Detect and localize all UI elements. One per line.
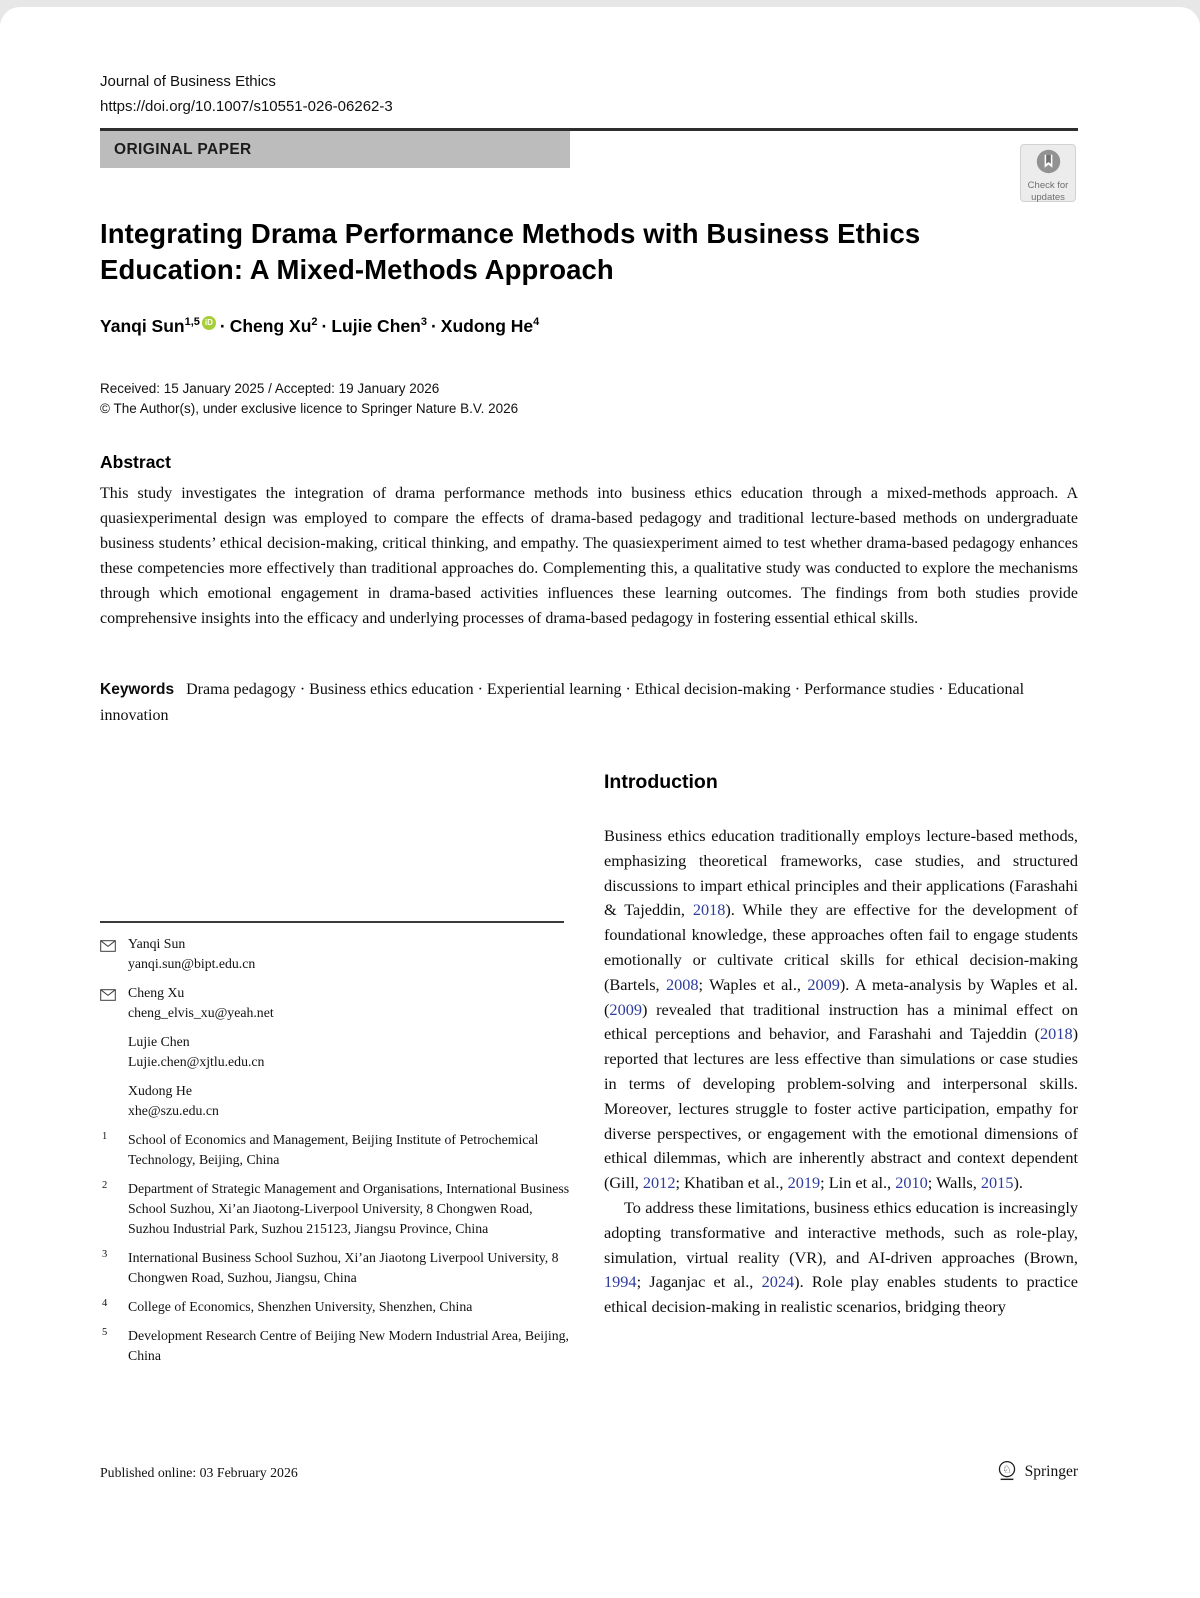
affiliation-entry [100, 1130, 570, 1170]
check-updates-label-1: Check for [1027, 180, 1069, 191]
paragraph-text: To address these limitations, business ethics education is increasingly adopting transformative and interactive methods, such as role-play, simulation, virtual reality (VR), and AI-driven approaches (Brown, [604, 1197, 1078, 1267]
author-name: Xudong He [440, 316, 534, 336]
paragraph-text: Business ethics education traditionally employs lecture-based methods, emphasizing theoretical frameworks, case studies, and structured discussions to impart ethical principles and their applications (Farashahi & Tajeddin, [604, 826, 1078, 920]
paragraph-text: ). A meta-analysis by Waples et al. ( [604, 974, 1078, 1019]
contact-name: Lujie Chen [128, 1034, 190, 1049]
author-affiliation-sup: 4 [533, 316, 540, 329]
contact-entry [100, 934, 564, 974]
citation-year-link[interactable]: 2018 [692, 900, 726, 920]
citation-year-link[interactable]: 2008 [665, 974, 699, 994]
article-type-banner: ORIGINAL PAPER [100, 131, 570, 168]
contact-entry [100, 1081, 564, 1121]
abstract-heading: Abstract [100, 452, 171, 472]
author-separator: · [321, 316, 328, 336]
orcid-icon[interactable]: iD [202, 316, 216, 330]
affiliation-entry [100, 1326, 570, 1366]
paragraph-text: ; Jaganjac et al., [636, 1272, 762, 1292]
paragraph-text: ). While they are effective for the development of foundational knowledge, these approaches often fail to engage students emotionally or cultivate critical skills for ethical decision-making (Bartels, [604, 900, 1078, 994]
paragraph-text: ; Lin et al., [820, 1173, 896, 1193]
body-paragraph [604, 1196, 1078, 1320]
citation-year-link[interactable]: 2019 [787, 1173, 821, 1193]
affiliation-number: 5 [102, 1327, 108, 1338]
check-for-updates-badge[interactable] [1020, 144, 1076, 202]
contact-entry [100, 1032, 564, 1072]
paragraph-text: ). [1013, 1173, 1023, 1193]
dates-block [100, 379, 518, 419]
affiliation-entry [100, 1179, 570, 1239]
doi-link[interactable]: https://doi.org/10.1007/s10551-026-06262-3 [100, 98, 393, 115]
check-updates-label-2: updates [1031, 191, 1065, 203]
affiliations-block [100, 1130, 570, 1375]
contact-email-link[interactable]: xhe@szu.edu.cn [128, 1103, 219, 1118]
author-separator: · [219, 316, 226, 336]
contact-email-link[interactable]: yanqi.sun@bipt.edu.cn [128, 956, 256, 971]
contact-name: Yanqi Sun [128, 936, 186, 951]
introduction-body [604, 824, 1078, 1320]
citation-year-link[interactable]: 2012 [642, 1173, 676, 1193]
citation-year-link[interactable]: 2024 [761, 1272, 795, 1292]
svg-text:♘: ♘ [1001, 1464, 1012, 1477]
citation-year-link[interactable]: 2010 [895, 1173, 928, 1193]
affiliation-entry [100, 1248, 570, 1288]
correspondence-block [100, 934, 564, 1130]
affiliation-text: College of Economics, Shenzhen University, Shenzhen, China [128, 1299, 473, 1314]
author-separator: · [430, 316, 437, 336]
received-accepted-line: Received: 15 January 2025 / Accepted: 19 January 2026 [100, 381, 440, 396]
publisher-name: Springer [1024, 1463, 1078, 1480]
keywords-text: Drama pedagogy · Business ethics education · Experiential learning · Ethical decision-making · Performance studies · Educational innovation [100, 681, 1025, 724]
affiliation-number: 4 [102, 1298, 108, 1309]
publisher-logo [978, 1460, 1078, 1486]
paragraph-text: ; Walls, [927, 1173, 981, 1193]
author-name: Lujie Chen [331, 316, 421, 336]
affiliation-number: 1 [102, 1131, 108, 1142]
keywords-block [100, 677, 1078, 729]
abstract-text: This study investigates the integration of drama performance methods into business ethics education through a mixed-methods approach. A quasiexperimental design was employed to compare the effects of drama-based pedagogy and traditional lecture-based methods on undergraduate business students’ ethical decision-making, critical thinking, and empathy. The quasiexperiment aimed to test whether drama-based pedagogy enhances these competencies more effectively than traditional approaches do. Complementing this, a qualitative study was conducted to explore the mechanisms through which emotional engagement in drama-based activities influences these learning outcomes. The findings from both studies provide comprehensive insights into the efficacy and underlying processes of drama-based pedagogy in fostering essential ethical skills. [100, 485, 1078, 627]
author-name: Yanqi Sun [100, 316, 185, 336]
affiliation-number: 3 [102, 1249, 108, 1260]
keywords-label: Keywords [100, 681, 175, 698]
footnote-rule [100, 921, 564, 923]
mail-icon [100, 938, 116, 958]
paragraph-text: ; Waples et al., [698, 974, 808, 994]
crossmark-bookmark-icon [1021, 148, 1075, 180]
contact-email-link[interactable]: Lujie.chen@xjtlu.edu.cn [128, 1054, 265, 1069]
citation-year-link[interactable]: 2015 [980, 1173, 1014, 1193]
published-online-line: Published online: 03 February 2026 [100, 1465, 298, 1480]
contact-entry [100, 983, 564, 1023]
citation-year-link[interactable]: 2018 [1040, 1024, 1073, 1044]
author-affiliation-sup: 1,5 [184, 316, 200, 329]
author-affiliation-sup: 3 [420, 316, 427, 329]
affiliation-text: School of Economics and Management, Beijing Institute of Petrochemical Technology, Beijing, China [128, 1132, 539, 1167]
copyright-line: © The Author(s), under exclusive licence to Springer Nature B.V. 2026 [100, 401, 519, 416]
body-paragraph [604, 824, 1078, 1196]
contact-name: Cheng Xu [128, 985, 185, 1000]
citation-year-link[interactable]: 1994 [604, 1272, 637, 1292]
article-title: Integrating Drama Performance Methods with Business Ethics Education: A Mixed-Methods Approach [100, 218, 921, 285]
contact-email-link[interactable]: cheng_elvis_xu@yeah.net [128, 1005, 274, 1020]
journal-name: Journal of Business Ethics [100, 73, 276, 90]
contact-name: Xudong He [128, 1083, 192, 1098]
citation-year-link[interactable]: 2009 [609, 999, 642, 1019]
author-list [100, 316, 1020, 337]
mail-icon [100, 987, 116, 1007]
citation-year-link[interactable]: 2009 [807, 974, 840, 994]
paragraph-text: ; Khatiban et al., [675, 1173, 788, 1193]
author-affiliation-sup: 2 [311, 316, 318, 329]
paragraph-text: ) reported that lectures are less effective than simulations or case studies in terms of developing problem-solving and interpersonal skills. Moreover, lectures struggle to foster active participation, empathy for diverse perspectives, or engagement with the emotional dimensions of ethical dilemmas, which are inherently abstract and context dependent (Gill, [604, 1024, 1078, 1193]
affiliation-text: International Business School Suzhou, Xi’an Jiaotong Liverpool University, 8 Chongwen Road, Suzhou, Jiangsu, China [128, 1250, 559, 1285]
paragraph-text: ). Role play enables students to practice ethical decision-making in realistic scenarios, bridging theory [604, 1272, 1079, 1317]
affiliation-entry [100, 1297, 570, 1317]
paragraph-text: ) revealed that traditional instruction has a minimal effect on ethical perceptions and behavior, and Farashahi and Tajeddin ( [604, 999, 1078, 1044]
affiliation-text: Department of Strategic Management and Organisations, International Business School Suzhou, Xi’an Jiaotong-Liverpool University, 8 Chongwen Road, Suzhou Industrial Park, Suzhou 215123, Jiangsu Province, China [128, 1181, 570, 1236]
author-name: Cheng Xu [229, 316, 312, 336]
affiliation-number: 2 [102, 1180, 108, 1191]
section-heading-introduction: Introduction [604, 771, 718, 793]
springer-horse-icon [997, 1464, 1021, 1485]
affiliation-text: Development Research Centre of Beijing New Modern Industrial Area, Beijing, China [128, 1328, 569, 1363]
